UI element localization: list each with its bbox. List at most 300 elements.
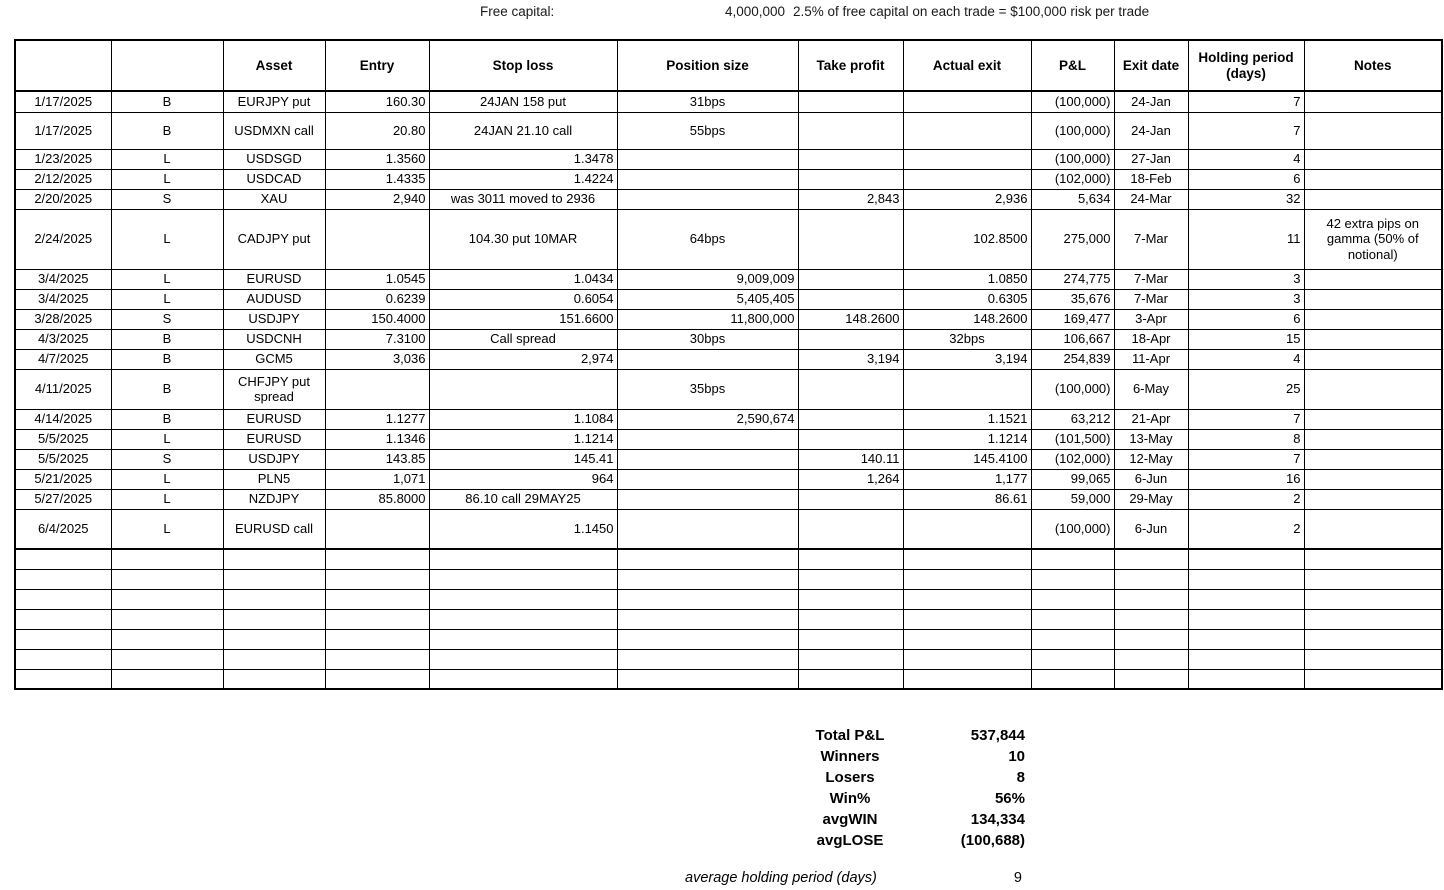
cell-side[interactable]: B [111, 349, 223, 369]
cell-asset[interactable]: CADJPY put [223, 209, 325, 269]
cell-actual-exit[interactable]: 1,177 [903, 469, 1031, 489]
cell-holding-period[interactable]: 2 [1188, 489, 1304, 509]
cell-asset-empty[interactable] [223, 649, 325, 669]
cell-notes[interactable] [1304, 269, 1442, 289]
cell-actual-exit[interactable]: 0.6305 [903, 289, 1031, 309]
cell-stop-loss-empty[interactable] [429, 609, 617, 629]
cell-entry[interactable]: 1.4335 [325, 169, 429, 189]
cell-pnl-empty[interactable] [1031, 629, 1114, 649]
cell-actual-exit[interactable] [903, 169, 1031, 189]
cell-asset[interactable]: EURJPY put [223, 91, 325, 112]
cell-take-profit[interactable]: 148.2600 [798, 309, 903, 329]
cell-take-profit[interactable] [798, 509, 903, 549]
cell-position-size-empty[interactable] [617, 669, 798, 689]
cell-notes[interactable] [1304, 149, 1442, 169]
cell-date[interactable]: 6/4/2025 [15, 509, 111, 549]
header-asset[interactable]: Asset [223, 40, 325, 91]
cell-side[interactable]: L [111, 489, 223, 509]
cell-side[interactable]: B [111, 409, 223, 429]
cell-actual-exit-empty[interactable] [903, 669, 1031, 689]
cell-asset[interactable]: EURUSD [223, 429, 325, 449]
cell-date[interactable]: 4/3/2025 [15, 329, 111, 349]
cell-holding-period[interactable]: 7 [1188, 112, 1304, 149]
cell-side[interactable]: L [111, 509, 223, 549]
cell-pnl[interactable]: (102,000) [1031, 449, 1114, 469]
cell-entry-empty[interactable] [325, 569, 429, 589]
cell-entry[interactable]: 143.85 [325, 449, 429, 469]
cell-side[interactable]: L [111, 169, 223, 189]
cell-pnl[interactable]: 106,667 [1031, 329, 1114, 349]
cell-asset[interactable]: GCM5 [223, 349, 325, 369]
cell-actual-exit[interactable] [903, 509, 1031, 549]
cell-actual-exit[interactable]: 1.1214 [903, 429, 1031, 449]
cell-actual-exit[interactable] [903, 91, 1031, 112]
header-side[interactable] [111, 40, 223, 91]
cell-exit-date[interactable]: 24-Mar [1114, 189, 1188, 209]
cell-side-empty[interactable] [111, 609, 223, 629]
cell-entry[interactable]: 1.0545 [325, 269, 429, 289]
cell-entry[interactable]: 0.6239 [325, 289, 429, 309]
cell-pnl[interactable]: (102,000) [1031, 169, 1114, 189]
cell-take-profit-empty[interactable] [798, 669, 903, 689]
cell-entry[interactable]: 85.8000 [325, 489, 429, 509]
cell-exit-date[interactable]: 18-Feb [1114, 169, 1188, 189]
cell-date-empty[interactable] [15, 589, 111, 609]
cell-stop-loss-empty[interactable] [429, 589, 617, 609]
cell-date[interactable]: 3/28/2025 [15, 309, 111, 329]
cell-holding-period-empty[interactable] [1188, 609, 1304, 629]
cell-exit-date-empty[interactable] [1114, 629, 1188, 649]
cell-asset[interactable]: USDJPY [223, 309, 325, 329]
cell-pnl[interactable]: 59,000 [1031, 489, 1114, 509]
cell-date[interactable]: 3/4/2025 [15, 289, 111, 309]
cell-entry[interactable]: 1,071 [325, 469, 429, 489]
cell-take-profit[interactable] [798, 429, 903, 449]
summary-label-avglose[interactable]: avgLOSE [816, 832, 884, 849]
cell-date[interactable]: 2/12/2025 [15, 169, 111, 189]
cell-actual-exit[interactable]: 86.61 [903, 489, 1031, 509]
summary-label-losers[interactable]: Losers [825, 769, 875, 786]
cell-position-size[interactable]: 64bps [617, 209, 798, 269]
cell-date-empty[interactable] [15, 569, 111, 589]
header-position-size[interactable]: Position size [617, 40, 798, 91]
cell-notes[interactable] [1304, 509, 1442, 549]
cell-pnl[interactable]: 5,634 [1031, 189, 1114, 209]
header-exit-date[interactable]: Exit date [1114, 40, 1188, 91]
cell-position-size-empty[interactable] [617, 589, 798, 609]
cell-pnl[interactable]: 169,477 [1031, 309, 1114, 329]
cell-holding-period-empty[interactable] [1188, 569, 1304, 589]
cell-asset[interactable]: USDCAD [223, 169, 325, 189]
cell-actual-exit[interactable]: 3,194 [903, 349, 1031, 369]
cell-date[interactable]: 4/11/2025 [15, 369, 111, 409]
cell-pnl[interactable]: 274,775 [1031, 269, 1114, 289]
cell-side-empty[interactable] [111, 629, 223, 649]
cell-position-size[interactable] [617, 169, 798, 189]
cell-stop-loss[interactable]: 24JAN 158 put [429, 91, 617, 112]
cell-side[interactable]: L [111, 209, 223, 269]
cell-position-size[interactable] [617, 349, 798, 369]
cell-actual-exit-empty[interactable] [903, 649, 1031, 669]
cell-position-size[interactable]: 30bps [617, 329, 798, 349]
cell-actual-exit[interactable]: 102.8500 [903, 209, 1031, 269]
cell-stop-loss-empty[interactable] [429, 549, 617, 569]
cell-date[interactable]: 2/20/2025 [15, 189, 111, 209]
cell-stop-loss[interactable]: was 3011 moved to 2936 [429, 189, 617, 209]
cell-side[interactable]: L [111, 149, 223, 169]
cell-entry-empty[interactable] [325, 549, 429, 569]
cell-position-size-empty[interactable] [617, 649, 798, 669]
cell-position-size[interactable] [617, 189, 798, 209]
cell-holding-period-empty[interactable] [1188, 549, 1304, 569]
cell-entry[interactable]: 1.1346 [325, 429, 429, 449]
free-capital-label[interactable]: Free capital: [480, 4, 555, 19]
cell-stop-loss[interactable]: 2,974 [429, 349, 617, 369]
cell-take-profit[interactable] [798, 329, 903, 349]
cell-side[interactable]: S [111, 449, 223, 469]
cell-side-empty[interactable] [111, 669, 223, 689]
cell-take-profit[interactable] [798, 209, 903, 269]
free-capital-value[interactable]: 4,000,000 [724, 4, 785, 19]
cell-notes[interactable] [1304, 409, 1442, 429]
cell-actual-exit-empty[interactable] [903, 549, 1031, 569]
cell-asset-empty[interactable] [223, 629, 325, 649]
cell-asset[interactable]: USDJPY [223, 449, 325, 469]
cell-notes[interactable] [1304, 289, 1442, 309]
cell-actual-exit[interactable]: 145.4100 [903, 449, 1031, 469]
cell-entry-empty[interactable] [325, 649, 429, 669]
cell-holding-period[interactable]: 3 [1188, 269, 1304, 289]
cell-pnl-empty[interactable] [1031, 669, 1114, 689]
cell-exit-date-empty[interactable] [1114, 669, 1188, 689]
cell-exit-date[interactable]: 6-Jun [1114, 509, 1188, 549]
cell-entry[interactable]: 3,036 [325, 349, 429, 369]
cell-position-size[interactable]: 55bps [617, 112, 798, 149]
cell-side[interactable]: B [111, 112, 223, 149]
cell-position-size[interactable]: 9,009,009 [617, 269, 798, 289]
cell-position-size[interactable] [617, 509, 798, 549]
cell-take-profit[interactable] [798, 489, 903, 509]
cell-holding-period[interactable]: 3 [1188, 289, 1304, 309]
cell-entry[interactable]: 150.4000 [325, 309, 429, 329]
cell-holding-period-empty[interactable] [1188, 649, 1304, 669]
cell-date[interactable]: 1/17/2025 [15, 91, 111, 112]
cell-stop-loss[interactable]: 1.0434 [429, 269, 617, 289]
cell-holding-period[interactable]: 15 [1188, 329, 1304, 349]
cell-exit-date[interactable]: 3-Apr [1114, 309, 1188, 329]
cell-asset[interactable]: PLN5 [223, 469, 325, 489]
cell-stop-loss[interactable]: 104.30 put 10MAR [429, 209, 617, 269]
cell-asset[interactable]: USDSGD [223, 149, 325, 169]
cell-stop-loss[interactable]: 1.1450 [429, 509, 617, 549]
summary-label-winners[interactable]: Winners [820, 748, 880, 765]
cell-date[interactable]: 5/27/2025 [15, 489, 111, 509]
cell-exit-date[interactable]: 11-Apr [1114, 349, 1188, 369]
cell-position-size-empty[interactable] [617, 549, 798, 569]
cell-actual-exit[interactable]: 1.1521 [903, 409, 1031, 429]
cell-pnl-empty[interactable] [1031, 589, 1114, 609]
cell-stop-loss[interactable] [429, 369, 617, 409]
cell-take-profit-empty[interactable] [798, 589, 903, 609]
cell-asset[interactable]: XAU [223, 189, 325, 209]
cell-notes[interactable] [1304, 91, 1442, 112]
cell-holding-period[interactable]: 7 [1188, 91, 1304, 112]
cell-side-empty[interactable] [111, 569, 223, 589]
cell-notes[interactable] [1304, 169, 1442, 189]
cell-asset[interactable]: CHFJPY put spread [223, 369, 325, 409]
cell-exit-date[interactable]: 27-Jan [1114, 149, 1188, 169]
summary-label-win-pct[interactable]: Win% [829, 790, 871, 807]
cell-position-size[interactable]: 35bps [617, 369, 798, 409]
cell-stop-loss-empty[interactable] [429, 569, 617, 589]
cell-take-profit[interactable] [798, 409, 903, 429]
cell-actual-exit[interactable]: 32bps [903, 329, 1031, 349]
header-actual-exit[interactable]: Actual exit [903, 40, 1031, 91]
cell-position-size-empty[interactable] [617, 609, 798, 629]
avg-holding-value[interactable]: 9 [1013, 870, 1022, 886]
cell-pnl-empty[interactable] [1031, 549, 1114, 569]
cell-notes[interactable] [1304, 349, 1442, 369]
cell-stop-loss[interactable]: 1.3478 [429, 149, 617, 169]
cell-stop-loss-empty[interactable] [429, 629, 617, 649]
summary-value-total-pnl[interactable]: 537,844 [970, 727, 1025, 744]
cell-entry-empty[interactable] [325, 669, 429, 689]
cell-pnl-empty[interactable] [1031, 569, 1114, 589]
cell-holding-period[interactable]: 16 [1188, 469, 1304, 489]
header-take-profit[interactable]: Take profit [798, 40, 903, 91]
cell-asset-empty[interactable] [223, 609, 325, 629]
cell-date[interactable]: 1/23/2025 [15, 149, 111, 169]
cell-position-size[interactable] [617, 429, 798, 449]
cell-take-profit-empty[interactable] [798, 549, 903, 569]
cell-take-profit-empty[interactable] [798, 609, 903, 629]
cell-pnl-empty[interactable] [1031, 649, 1114, 669]
cell-date[interactable]: 5/5/2025 [15, 429, 111, 449]
header-date[interactable] [15, 40, 111, 91]
cell-exit-date[interactable]: 7-Mar [1114, 269, 1188, 289]
cell-side-empty[interactable] [111, 649, 223, 669]
cell-date[interactable]: 5/21/2025 [15, 469, 111, 489]
cell-position-size[interactable]: 5,405,405 [617, 289, 798, 309]
cell-exit-date-empty[interactable] [1114, 649, 1188, 669]
cell-exit-date[interactable]: 6-May [1114, 369, 1188, 409]
cell-pnl[interactable]: (100,000) [1031, 91, 1114, 112]
cell-take-profit-empty[interactable] [798, 569, 903, 589]
cell-exit-date[interactable]: 29-May [1114, 489, 1188, 509]
cell-date-empty[interactable] [15, 669, 111, 689]
cell-pnl[interactable]: (100,000) [1031, 369, 1114, 409]
cell-actual-exit-empty[interactable] [903, 629, 1031, 649]
cell-holding-period[interactable]: 6 [1188, 309, 1304, 329]
cell-stop-loss-empty[interactable] [429, 649, 617, 669]
cell-holding-period[interactable]: 4 [1188, 349, 1304, 369]
cell-holding-period[interactable]: 4 [1188, 149, 1304, 169]
cell-holding-period[interactable]: 6 [1188, 169, 1304, 189]
cell-exit-date[interactable]: 7-Mar [1114, 289, 1188, 309]
summary-value-losers[interactable]: 8 [1016, 769, 1025, 786]
cell-exit-date[interactable]: 13-May [1114, 429, 1188, 449]
cell-side[interactable]: L [111, 289, 223, 309]
cell-side[interactable]: S [111, 309, 223, 329]
cell-exit-date-empty[interactable] [1114, 549, 1188, 569]
cell-pnl-empty[interactable] [1031, 609, 1114, 629]
cell-position-size[interactable]: 2,590,674 [617, 409, 798, 429]
cell-side[interactable]: L [111, 429, 223, 449]
cell-stop-loss[interactable]: 964 [429, 469, 617, 489]
cell-holding-period-empty[interactable] [1188, 629, 1304, 649]
cell-actual-exit-empty[interactable] [903, 609, 1031, 629]
header-holding-period[interactable]: Holding period (days) [1188, 40, 1304, 91]
summary-value-winners[interactable]: 10 [1008, 748, 1025, 765]
cell-date-empty[interactable] [15, 609, 111, 629]
cell-notes[interactable] [1304, 369, 1442, 409]
cell-stop-loss[interactable]: 1.4224 [429, 169, 617, 189]
cell-take-profit-empty[interactable] [798, 629, 903, 649]
cell-asset[interactable]: EURUSD call [223, 509, 325, 549]
cell-actual-exit[interactable] [903, 149, 1031, 169]
cell-asset-empty[interactable] [223, 569, 325, 589]
cell-asset[interactable]: EURUSD [223, 409, 325, 429]
cell-take-profit[interactable] [798, 269, 903, 289]
cell-notes[interactable] [1304, 189, 1442, 209]
cell-notes[interactable]: 42 extra pips on gamma (50% of notional) [1304, 209, 1442, 269]
cell-stop-loss[interactable]: 145.41 [429, 449, 617, 469]
cell-position-size[interactable] [617, 489, 798, 509]
cell-position-size[interactable]: 11,800,000 [617, 309, 798, 329]
cell-take-profit[interactable] [798, 112, 903, 149]
cell-entry[interactable] [325, 509, 429, 549]
summary-label-total-pnl[interactable]: Total P&L [815, 727, 885, 744]
cell-side[interactable]: S [111, 189, 223, 209]
cell-stop-loss-empty[interactable] [429, 669, 617, 689]
cell-asset[interactable]: AUDUSD [223, 289, 325, 309]
cell-asset[interactable]: EURUSD [223, 269, 325, 289]
cell-notes[interactable] [1304, 112, 1442, 149]
cell-actual-exit-empty[interactable] [903, 569, 1031, 589]
cell-exit-date-empty[interactable] [1114, 589, 1188, 609]
cell-actual-exit[interactable]: 148.2600 [903, 309, 1031, 329]
cell-take-profit[interactable]: 2,843 [798, 189, 903, 209]
cell-date[interactable]: 2/24/2025 [15, 209, 111, 269]
cell-position-size-empty[interactable] [617, 569, 798, 589]
cell-date-empty[interactable] [15, 549, 111, 569]
cell-pnl[interactable]: 99,065 [1031, 469, 1114, 489]
cell-side-empty[interactable] [111, 549, 223, 569]
cell-notes[interactable] [1304, 449, 1442, 469]
cell-side[interactable]: B [111, 369, 223, 409]
cell-side[interactable]: B [111, 91, 223, 112]
cell-take-profit[interactable]: 3,194 [798, 349, 903, 369]
cell-stop-loss[interactable]: 24JAN 21.10 call [429, 112, 617, 149]
cell-holding-period[interactable]: 11 [1188, 209, 1304, 269]
cell-holding-period[interactable]: 7 [1188, 449, 1304, 469]
cell-position-size[interactable] [617, 469, 798, 489]
cell-holding-period[interactable]: 2 [1188, 509, 1304, 549]
cell-notes[interactable] [1304, 489, 1442, 509]
cell-actual-exit-empty[interactable] [903, 589, 1031, 609]
cell-holding-period-empty[interactable] [1188, 669, 1304, 689]
cell-date[interactable]: 5/5/2025 [15, 449, 111, 469]
cell-date[interactable]: 4/7/2025 [15, 349, 111, 369]
cell-actual-exit[interactable] [903, 112, 1031, 149]
cell-date[interactable]: 3/4/2025 [15, 269, 111, 289]
cell-asset-empty[interactable] [223, 669, 325, 689]
cell-exit-date[interactable]: 12-May [1114, 449, 1188, 469]
cell-entry-empty[interactable] [325, 589, 429, 609]
cell-position-size-empty[interactable] [617, 629, 798, 649]
cell-exit-date[interactable]: 24-Jan [1114, 91, 1188, 112]
header-pnl[interactable]: P&L [1031, 40, 1114, 91]
cell-take-profit[interactable]: 1,264 [798, 469, 903, 489]
header-notes[interactable]: Notes [1304, 40, 1442, 91]
cell-date[interactable]: 4/14/2025 [15, 409, 111, 429]
cell-pnl[interactable]: (100,000) [1031, 509, 1114, 549]
cell-asset[interactable]: NZDJPY [223, 489, 325, 509]
cell-take-profit[interactable] [798, 149, 903, 169]
cell-side[interactable]: B [111, 329, 223, 349]
cell-notes-empty[interactable] [1304, 649, 1442, 669]
cell-notes-empty[interactable] [1304, 629, 1442, 649]
cell-pnl[interactable]: 275,000 [1031, 209, 1114, 269]
cell-stop-loss[interactable]: 0.6054 [429, 289, 617, 309]
cell-position-size[interactable]: 31bps [617, 91, 798, 112]
cell-entry[interactable]: 20.80 [325, 112, 429, 149]
cell-entry[interactable] [325, 209, 429, 269]
cell-date[interactable]: 1/17/2025 [15, 112, 111, 149]
cell-stop-loss[interactable]: 151.6600 [429, 309, 617, 329]
cell-asset-empty[interactable] [223, 549, 325, 569]
cell-exit-date[interactable]: 6-Jun [1114, 469, 1188, 489]
cell-pnl[interactable]: 35,676 [1031, 289, 1114, 309]
header-stop-loss[interactable]: Stop loss [429, 40, 617, 91]
cell-entry[interactable]: 160.30 [325, 91, 429, 112]
summary-value-avglose[interactable]: (100,688) [960, 832, 1025, 849]
cell-exit-date-empty[interactable] [1114, 609, 1188, 629]
summary-value-win-pct[interactable]: 56% [994, 790, 1025, 807]
cell-entry[interactable]: 1.3560 [325, 149, 429, 169]
cell-notes[interactable] [1304, 329, 1442, 349]
cell-entry[interactable]: 1.1277 [325, 409, 429, 429]
cell-exit-date[interactable]: 18-Apr [1114, 329, 1188, 349]
cell-asset[interactable]: USDCNH [223, 329, 325, 349]
avg-holding-label[interactable]: average holding period (days) [685, 870, 877, 886]
header-entry[interactable]: Entry [325, 40, 429, 91]
cell-actual-exit[interactable]: 1.0850 [903, 269, 1031, 289]
cell-exit-date-empty[interactable] [1114, 569, 1188, 589]
cell-holding-period[interactable]: 7 [1188, 409, 1304, 429]
cell-exit-date[interactable]: 7-Mar [1114, 209, 1188, 269]
cell-entry[interactable] [325, 369, 429, 409]
cell-notes-empty[interactable] [1304, 569, 1442, 589]
risk-per-trade-note[interactable]: 2.5% of free capital on each trade = $100,000 risk per trade [793, 4, 1150, 19]
cell-entry[interactable]: 7.3100 [325, 329, 429, 349]
cell-side[interactable]: L [111, 269, 223, 289]
cell-position-size[interactable] [617, 449, 798, 469]
cell-entry-empty[interactable] [325, 609, 429, 629]
cell-holding-period[interactable]: 32 [1188, 189, 1304, 209]
cell-stop-loss[interactable]: 86.10 call 29MAY25 [429, 489, 617, 509]
cell-pnl[interactable]: (101,500) [1031, 429, 1114, 449]
cell-take-profit-empty[interactable] [798, 649, 903, 669]
summary-label-avgwin[interactable]: avgWIN [822, 811, 878, 828]
cell-pnl[interactable]: (100,000) [1031, 112, 1114, 149]
cell-actual-exit[interactable]: 2,936 [903, 189, 1031, 209]
cell-stop-loss[interactable]: 1.1214 [429, 429, 617, 449]
cell-notes-empty[interactable] [1304, 589, 1442, 609]
cell-exit-date[interactable]: 21-Apr [1114, 409, 1188, 429]
cell-notes-empty[interactable] [1304, 549, 1442, 569]
cell-position-size[interactable] [617, 149, 798, 169]
